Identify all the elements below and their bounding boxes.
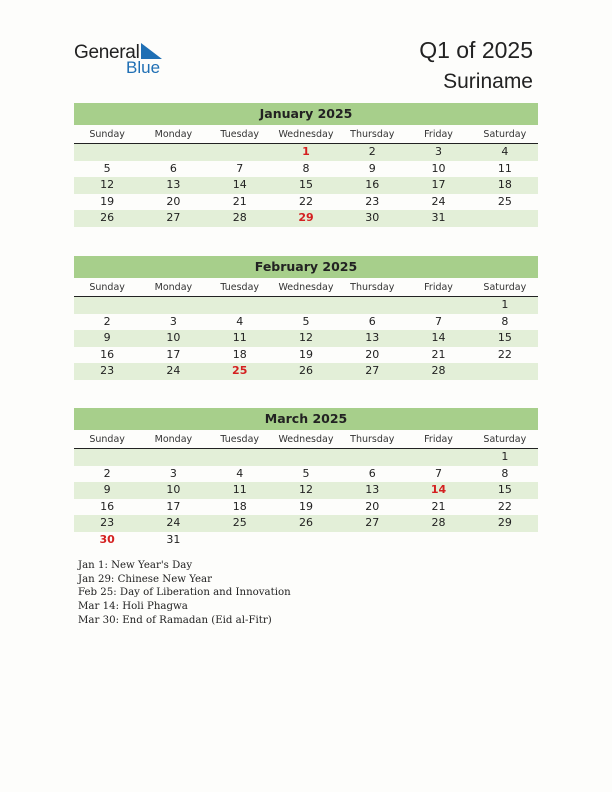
day-cell: 24 xyxy=(166,364,181,377)
weekday-label: Friday xyxy=(424,434,453,445)
week-row xyxy=(74,499,538,516)
day-cell: 22 xyxy=(497,347,512,361)
day-cell: 4 xyxy=(236,466,244,480)
day-cell: 16 xyxy=(365,178,380,191)
day-cell: 3 xyxy=(169,466,177,480)
day-cell: 19 xyxy=(100,194,115,208)
day-cell: 7 xyxy=(435,314,443,328)
day-cell: 16 xyxy=(100,499,115,513)
day-cell: 18 xyxy=(232,347,247,361)
day-cell: 7 xyxy=(236,161,244,175)
weekday-header-row xyxy=(74,279,538,297)
weekday-label: Tuesday xyxy=(220,129,260,140)
empty-day-cell xyxy=(140,449,206,466)
empty-day-cell xyxy=(74,297,140,314)
weekday-label: Tuesday xyxy=(220,434,260,445)
weekday-label: Wednesday xyxy=(278,434,334,445)
day-cell: 25 xyxy=(232,516,247,529)
day-cell: 20 xyxy=(365,347,380,361)
day-cell: 4 xyxy=(501,145,509,158)
week-row xyxy=(74,330,538,347)
weekday-label: Monday xyxy=(154,282,193,293)
day-cell: 12 xyxy=(100,178,115,191)
day-cell: 30 xyxy=(99,532,115,546)
day-cell: 1 xyxy=(501,298,509,311)
empty-day-cell xyxy=(472,210,538,227)
day-cell: 28 xyxy=(431,516,446,529)
day-cell: 9 xyxy=(103,483,111,496)
day-cell: 7 xyxy=(435,466,443,480)
day-cell: 27 xyxy=(365,364,380,377)
day-cell: 26 xyxy=(298,364,313,377)
holiday-note: Jan 1: New Year's Day xyxy=(78,560,193,571)
weekday-label: Sunday xyxy=(89,129,125,140)
empty-day-cell xyxy=(339,449,405,466)
day-cell: 12 xyxy=(298,331,313,344)
empty-day-cell xyxy=(472,532,538,549)
day-cell: 10 xyxy=(166,331,181,344)
week-row xyxy=(74,532,538,549)
day-cell: 14 xyxy=(430,483,447,496)
weekday-label: Wednesday xyxy=(278,282,334,293)
day-cell: 28 xyxy=(431,364,446,377)
empty-day-cell xyxy=(339,532,405,549)
month-title: January 2025 xyxy=(74,103,538,125)
empty-day-cell xyxy=(405,297,471,314)
day-cell: 4 xyxy=(236,314,244,328)
weekday-label: Friday xyxy=(424,282,453,293)
day-cell: 2 xyxy=(368,145,376,158)
day-cell: 27 xyxy=(365,516,380,529)
empty-day-cell xyxy=(140,297,206,314)
day-cell: 6 xyxy=(169,161,177,175)
weekday-label: Friday xyxy=(424,129,453,140)
weekday-label: Thursday xyxy=(350,282,395,293)
holiday-notes xyxy=(78,559,291,628)
weekday-label: Thursday xyxy=(350,129,395,140)
day-cell: 2 xyxy=(103,314,111,328)
empty-day-cell xyxy=(339,297,405,314)
weekday-label: Sunday xyxy=(89,434,125,445)
day-cell: 6 xyxy=(368,466,376,480)
weekday-label: Monday xyxy=(154,434,193,445)
empty-day-cell xyxy=(207,449,273,466)
day-cell: 26 xyxy=(100,211,115,224)
day-cell: 21 xyxy=(431,499,446,513)
day-cell: 22 xyxy=(298,194,313,208)
country-name: Suriname xyxy=(443,70,533,93)
day-cell: 11 xyxy=(232,483,247,496)
week-row xyxy=(74,161,538,178)
day-cell: 20 xyxy=(365,499,380,513)
weekday-label: Tuesday xyxy=(220,282,260,293)
day-cell: 13 xyxy=(166,178,181,191)
day-cell: 1 xyxy=(302,145,310,158)
weekday-label: Saturday xyxy=(483,129,527,140)
day-cell: 5 xyxy=(302,466,310,480)
week-row xyxy=(74,210,538,227)
day-cell: 17 xyxy=(166,347,181,361)
day-cell: 13 xyxy=(365,483,380,496)
week-row xyxy=(74,466,538,483)
day-cell: 25 xyxy=(497,194,512,208)
empty-day-cell xyxy=(207,532,273,549)
weekday-label: Monday xyxy=(154,129,193,140)
day-cell: 5 xyxy=(103,161,111,175)
day-cell: 19 xyxy=(298,499,313,513)
empty-day-cell xyxy=(273,297,339,314)
empty-day-cell xyxy=(273,532,339,549)
weekday-header-row xyxy=(74,126,538,144)
day-cell: 18 xyxy=(497,178,512,191)
week-row xyxy=(74,177,538,194)
weekday-label: Saturday xyxy=(483,434,527,445)
holiday-note: Feb 25: Day of Liberation and Innovation xyxy=(78,587,291,599)
day-cell: 2 xyxy=(103,466,111,480)
day-cell: 10 xyxy=(431,161,446,175)
empty-day-cell xyxy=(273,449,339,466)
empty-day-cell xyxy=(207,144,273,161)
day-cell: 21 xyxy=(431,347,446,361)
month-title: February 2025 xyxy=(74,256,538,278)
holiday-note: Mar 30: End of Ramadan (Eid al-Fitr) xyxy=(78,614,272,626)
week-row xyxy=(74,482,538,499)
day-cell: 13 xyxy=(365,331,380,344)
day-cell: 15 xyxy=(497,331,512,344)
day-cell: 11 xyxy=(497,161,512,175)
day-cell: 15 xyxy=(298,178,313,191)
day-cell: 19 xyxy=(298,347,313,361)
weekday-label: Sunday xyxy=(89,282,125,293)
logo-triangle-icon xyxy=(141,43,163,59)
day-cell: 14 xyxy=(431,331,446,344)
day-cell: 15 xyxy=(497,483,512,496)
empty-day-cell xyxy=(140,144,206,161)
day-cell: 21 xyxy=(232,194,247,208)
day-cell: 30 xyxy=(365,211,380,224)
day-cell: 3 xyxy=(169,314,177,328)
day-cell: 26 xyxy=(298,516,313,529)
day-cell: 23 xyxy=(100,516,115,529)
day-cell: 18 xyxy=(232,499,247,513)
day-cell: 24 xyxy=(166,516,181,529)
day-cell: 8 xyxy=(501,314,509,328)
week-row xyxy=(74,144,538,161)
holiday-note: Jan 29: Chinese New Year xyxy=(78,573,213,585)
day-cell: 10 xyxy=(166,483,181,496)
day-cell: 17 xyxy=(166,499,181,513)
week-row xyxy=(74,297,538,314)
day-cell: 27 xyxy=(166,211,181,224)
weekday-header-row xyxy=(74,431,538,449)
day-cell: 20 xyxy=(166,194,181,208)
day-cell: 8 xyxy=(501,466,509,480)
day-cell: 23 xyxy=(365,194,380,208)
month-calendar-january xyxy=(74,103,538,227)
day-cell: 28 xyxy=(232,211,247,224)
empty-day-cell xyxy=(207,297,273,314)
week-row xyxy=(74,515,538,532)
day-cell: 6 xyxy=(368,314,376,328)
day-cell: 14 xyxy=(232,178,247,191)
day-cell: 22 xyxy=(497,499,512,513)
day-cell: 5 xyxy=(302,314,310,328)
empty-day-cell xyxy=(74,144,140,161)
day-cell: 31 xyxy=(431,211,446,224)
day-cell: 24 xyxy=(431,194,446,208)
month-calendar-february xyxy=(74,256,538,380)
day-cell: 31 xyxy=(166,532,181,546)
empty-day-cell xyxy=(74,449,140,466)
week-row xyxy=(74,347,538,364)
weekday-label: Thursday xyxy=(350,434,395,445)
week-row xyxy=(74,363,538,380)
day-cell: 9 xyxy=(368,161,376,175)
day-cell: 29 xyxy=(298,211,314,224)
month-calendar-march xyxy=(74,408,538,548)
logo-text-general: General xyxy=(74,42,140,63)
page-title: Q1 of 2025 xyxy=(419,37,533,63)
week-row xyxy=(74,194,538,211)
empty-day-cell xyxy=(472,363,538,380)
weekday-label: Saturday xyxy=(483,282,527,293)
day-cell: 23 xyxy=(100,364,115,377)
day-cell: 11 xyxy=(232,331,247,344)
day-cell: 16 xyxy=(100,347,115,361)
generalblue-logo xyxy=(74,42,174,78)
day-cell: 12 xyxy=(298,483,313,496)
day-cell: 25 xyxy=(232,364,248,377)
day-cell: 8 xyxy=(302,161,310,175)
month-title: March 2025 xyxy=(74,408,538,430)
weekday-label: Wednesday xyxy=(278,129,334,140)
empty-day-cell xyxy=(405,532,471,549)
week-row xyxy=(74,314,538,331)
day-cell: 1 xyxy=(501,450,509,463)
holiday-note: Mar 14: Holi Phagwa xyxy=(78,601,188,613)
day-cell: 17 xyxy=(431,178,446,191)
empty-day-cell xyxy=(405,449,471,466)
day-cell: 29 xyxy=(497,516,512,529)
logo-text-blue: Blue xyxy=(126,58,161,77)
day-cell: 3 xyxy=(435,145,443,158)
week-row xyxy=(74,449,538,466)
day-cell: 9 xyxy=(103,331,111,344)
